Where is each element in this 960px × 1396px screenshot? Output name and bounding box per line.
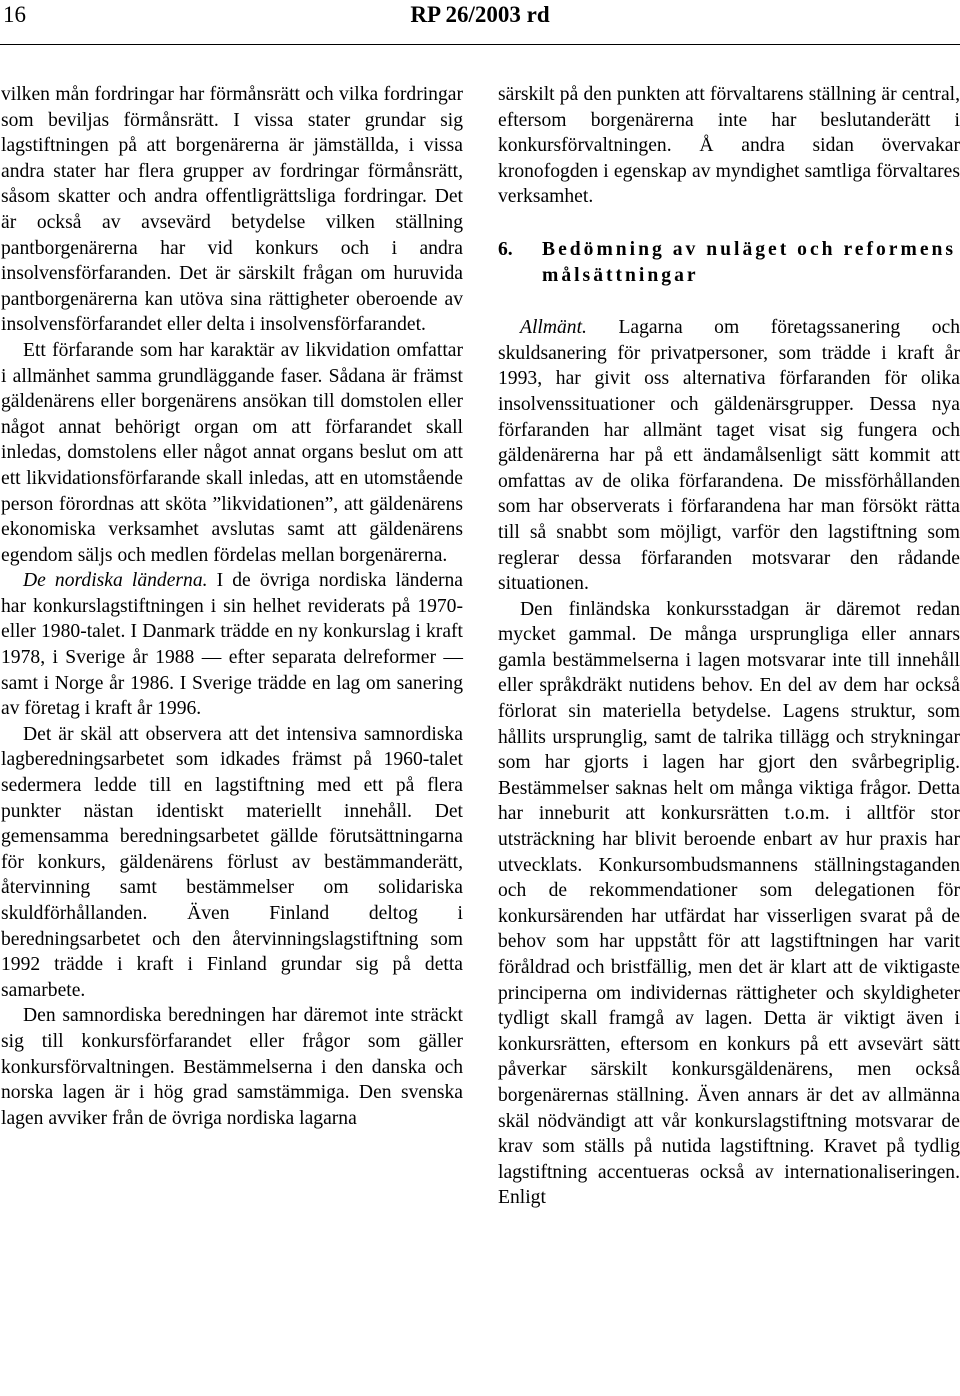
paragraph: Den finländska konkursstadgan är däremot redan mycket gammal. De många ursprungliga eller annars gamla bestämmelserna i lagen motsvarar inte till innehåll eller språkdräkt nutidens behov. En del av dem har också förlorat sin materiella betydelse. Lagens struktur, som hållits ursprunglig, samt de talrika tillägg och strykningar som har gjorts i lagen har gjort den svårbegriplig. Bestämmelser saknas helt om många viktiga frågor. Detta har inneburit att konkursrätten t.o.m. i alltför stor utsträckning har blivit beroende enbart av hur praxis har utvecklats. Konkursombudsmannens ställningstaganden och de rekommendationer som delegationen för konkursärenden har utfärdat har visserligen svarat på de behov som har uppstått för att lagstiftningen har varit föråldrad och bristfällig, men det är klart att de viktigaste principerna om individernas rättigheter och skyldigheter tydligt skall framgå av lagen. Detta är viktigt även i konkursrätten, eftersom en konkurs på ett avsevärt sätt påverkar särskilt konkursgäldenärens, men också borgenärernas ställning. Även annars är det av allmänna skäl nödvändigt att vår konkurslagstiftning motsvarar de krav som ställs på nutida lagstiftning. Kravet på tydlig lagstiftning accentueras också av internationaliseringen. Enligt: [498, 598, 960, 1209]
paragraph: [1, 568, 463, 722]
right-column: [498, 82, 960, 1211]
section-title: Bedömning av nuläget och reformens målsättningar: [542, 238, 957, 286]
page-number: 16: [3, 2, 26, 27]
header-rule: [0, 44, 960, 45]
document-id: RP 26/2003 rd: [410, 2, 550, 27]
paragraph-lead: De nordiska länderna.: [23, 570, 208, 592]
paragraph: Den samnordiska beredningen har däremot inte sträckt sig till konkursförfarandet eller frågor som gäller konkursförvaltningen. Bestämmelserna i den danska och norska lagen är i hög grad samstämmiga. Den svenska lagen avviker från de övriga nordiska lagarna: [1, 1005, 463, 1129]
section-heading: [498, 237, 960, 288]
paragraph-body: Lagarna om företagssanering och skuldsanering för privatpersoner, som trädde i kraft år 1993, har givit oss alternativa förfaranden för olika insolvenssituationer och gäldenärsgrupper. Dessa nya förfaranden har allmänt taget visat sig fungera och gäldenärerna har på ett ändamålsenligt sätt kommit att omfattas av de olika förfarandena. De missförhållanden som har observerats i förfarandena har man försökt rätta till så snabbt som möjligt, varför den lagstiftning som reglerar dessa förfaranden motsvarar den rådande situationen.: [498, 317, 960, 595]
paragraph: särskilt på den punkten att förvaltarens ställning är central, eftersom borgenärerna inte har beslutanderätt i konkursförvaltningen. Å andra sidan övervakar kronofogden i egenskap av myndighet samtliga förvaltares verksamhet.: [498, 84, 960, 208]
left-column: [1, 82, 463, 1131]
page-header: [0, 0, 960, 46]
paragraph-body: I de övriga nordiska länderna har konkurslagstiftningen i sin helhet reviderats på 1970- eller 1980-talet. I Danmark trädde en ny konkurslag i kraft 1978, i Sverige år 1988 — efter separata delreformer — samt i Norge år 1986. I Sverige trädde en lag om sanering av företag i kraft år 1996.: [1, 570, 463, 720]
paragraph: Ett förfarande som har karaktär av likvidation omfattar i allmänhet samma grundläggande faser. Sådana är främst gäldenärens eller borgenärens ansökan till domstolen eller något annat behörigt organ om att förfarandet skall inledas, domstolens eller något annat organs beslut om att ett likvidationsförfarande skall inledas, att en utomstående person förordnas att sköta ”likvidationen”, att gäldenärens ekonomiska verksamhet avslutas samt att gäldenärens egendom säljs och medlen fördelas mellan borgenärerna.: [1, 339, 463, 566]
paragraph: vilken mån fordringar har förmånsrätt och vilka fordringar som beviljas förmånsrätt. I vissa stater grundar sig lagstiftningen på att borgenärerna är jämställda, i vissa andra stater har flera grupper av fordringar förmånsrätt, såsom skatter och andra offentligrättsliga fordringar. Det är också av avsevärd betydelse vilken ställning pantborgenärerna har vid konkurs och i andra insolvensförfaranden. Det är särskilt frågan om huruvida pantborgenärerna kan utöva sina rättigheter oberoende av insolvensförfarandet eller delta i insolvensförfarandet.: [1, 84, 463, 336]
paragraph-lead: Allmänt.: [520, 317, 587, 339]
section-number: 6.: [498, 238, 513, 260]
paragraph: [498, 315, 960, 597]
paragraph: Det är skäl att observera att det intensiva samnordiska lagberedningsarbetet som idkades främst på 1960-talet sedermera ledde till en lagstiftning med ett på flera punkter nästan identiskt materiellt innehåll. Det gemensamma beredningsarbetet gällde förutsättningarna för konkurs, gäldenärens förlust av bestämmanderätt, återvinning samt bestämmelser om solidariska skuldförhållanden. Även Finland deltog i beredningsarbetet och den återvinningslagstiftning som 1992 trädde i kraft i Finland grundar sig på detta samarbete.: [1, 723, 463, 1001]
